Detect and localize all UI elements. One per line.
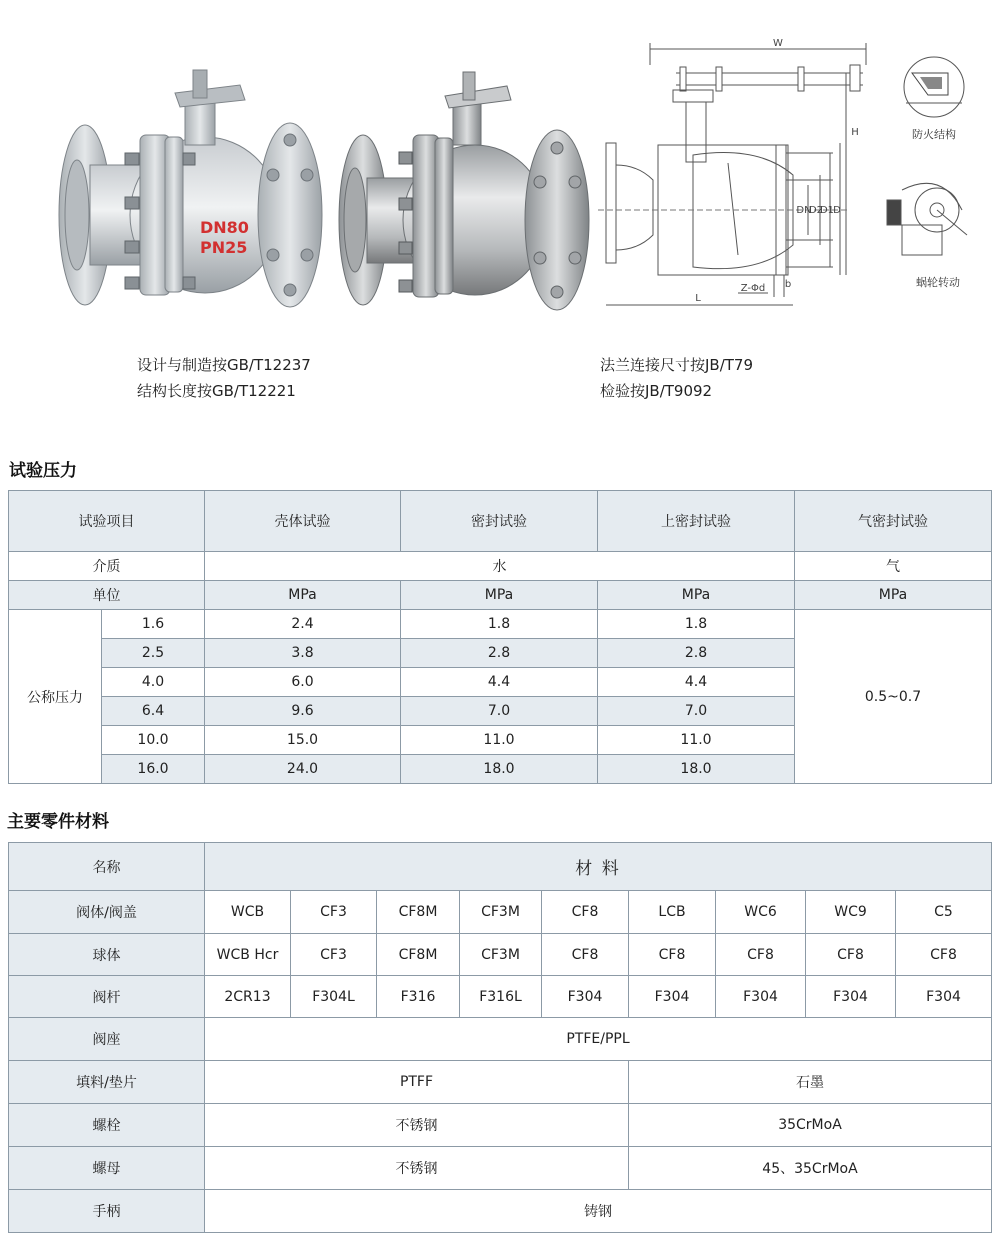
material-cell: CF8 xyxy=(542,934,629,976)
seat-row xyxy=(9,1018,992,1061)
header-gas-seal-test: 气密封试验 xyxy=(795,491,992,552)
material-cell: CF8 xyxy=(629,934,716,976)
body-bonnet-row xyxy=(9,891,992,934)
unit-cell: MPa xyxy=(401,581,598,610)
dim-d1: D1 xyxy=(819,205,835,216)
material-cell: F304L xyxy=(291,976,377,1018)
test-header-row xyxy=(9,491,992,552)
material-cell: CF3M xyxy=(460,934,542,976)
unit-cell: MPa xyxy=(795,581,992,610)
shell-value: 24.0 xyxy=(205,755,401,784)
upper-seal-value: 1.8 xyxy=(598,610,795,639)
nut-value-left: 不锈钢 xyxy=(205,1147,629,1190)
ball-row xyxy=(9,934,992,976)
upper-seal-value: 2.8 xyxy=(598,639,795,668)
spec-flange-standard: 法兰连接尺寸按JB/T79 xyxy=(600,356,754,374)
worm-gear-detail xyxy=(882,170,977,270)
seal-value: 7.0 xyxy=(401,697,598,726)
shell-value: 15.0 xyxy=(205,726,401,755)
stem-row xyxy=(9,976,992,1018)
seal-value: 18.0 xyxy=(401,755,598,784)
dim-zd: Z-Φd xyxy=(740,283,766,294)
fireproof-label: 防火结构 xyxy=(912,128,956,141)
material-cell: CF3 xyxy=(291,891,377,934)
valve-marking-dn: DN80 xyxy=(200,218,249,237)
seal-value: 4.4 xyxy=(401,668,598,697)
material-cell: CF8 xyxy=(806,934,896,976)
stem-label: 阀杆 xyxy=(9,976,205,1018)
material-cell: F304 xyxy=(896,976,992,1018)
handle-row xyxy=(9,1190,992,1233)
nominal-value: 10.0 xyxy=(102,726,205,755)
material-cell: WCB Hcr xyxy=(205,934,291,976)
material-cell: F316 xyxy=(377,976,460,1018)
nut-label: 螺母 xyxy=(9,1147,205,1190)
seat-label: 阀座 xyxy=(9,1018,205,1061)
packing-value-right: 石墨 xyxy=(629,1061,992,1104)
name-header: 名称 xyxy=(9,843,205,891)
medium-gas: 气 xyxy=(795,552,992,581)
seal-value: 1.8 xyxy=(401,610,598,639)
worm-gear-label: 蜗轮转动 xyxy=(916,276,960,289)
header-upper-seal-test: 上密封试验 xyxy=(598,491,795,552)
material-cell: CF8M xyxy=(377,934,460,976)
body-bonnet-label: 阀体/阀盖 xyxy=(9,891,205,934)
packing-label: 填料/垫片 xyxy=(9,1061,205,1104)
medium-label: 介质 xyxy=(9,552,205,581)
material-cell: C5 xyxy=(896,891,992,934)
unit-cell: MPa xyxy=(598,581,795,610)
handle-value: 铸钢 xyxy=(205,1190,992,1233)
material-cell: F304 xyxy=(629,976,716,1018)
pressure-row xyxy=(9,610,992,639)
material-cell: CF3 xyxy=(291,934,377,976)
material-cell: CF8 xyxy=(542,891,629,934)
bolt-value-left: 不锈钢 xyxy=(205,1104,629,1147)
materials-header-row xyxy=(9,843,992,891)
unit-cell: MPa xyxy=(205,581,401,610)
material-cell: CF8M xyxy=(377,891,460,934)
bolt-value-right: 35CrMoA xyxy=(629,1104,992,1147)
dim-dn: DN xyxy=(796,205,812,216)
material-cell: WC6 xyxy=(716,891,806,934)
shell-value: 3.8 xyxy=(205,639,401,668)
painted-ball-valve-image xyxy=(55,65,325,320)
test-pressure-table xyxy=(8,490,992,784)
material-cell: F316L xyxy=(460,976,542,1018)
spec-block-left xyxy=(137,352,311,404)
valve-dimension-drawing xyxy=(598,35,868,310)
nut-value-right: 45、35CrMoA xyxy=(629,1147,992,1190)
stainless-ball-valve-image xyxy=(335,70,590,315)
spec-inspection-standard: 检验按JB/T9092 xyxy=(600,382,713,400)
nominal-value: 1.6 xyxy=(102,610,205,639)
medium-water: 水 xyxy=(205,552,795,581)
medium-row xyxy=(9,552,992,581)
spec-length-standard: 结构长度按GB/T12221 xyxy=(137,382,296,400)
spec-block-right xyxy=(600,352,753,404)
material-cell: CF8 xyxy=(896,934,992,976)
material-cell: 2CR13 xyxy=(205,976,291,1018)
spec-design-standard: 设计与制造按GB/T12237 xyxy=(137,356,311,374)
test-pressure-title: 试验压力 xyxy=(9,461,77,481)
seat-value: PTFE/PPL xyxy=(205,1018,992,1061)
unit-row xyxy=(9,581,992,610)
dim-b: b xyxy=(784,279,792,290)
dim-w: W xyxy=(773,38,783,49)
materials-table xyxy=(8,842,992,1233)
gas-seal-range: 0.5~0.7 xyxy=(795,610,992,784)
material-cell: CF8 xyxy=(716,934,806,976)
seal-value: 2.8 xyxy=(401,639,598,668)
dim-d2: D2 xyxy=(808,205,824,216)
material-cell: CF3M xyxy=(460,891,542,934)
bolt-label: 螺栓 xyxy=(9,1104,205,1147)
upper-seal-value: 7.0 xyxy=(598,697,795,726)
ball-label: 球体 xyxy=(9,934,205,976)
header-shell-test: 壳体试验 xyxy=(205,491,401,552)
dim-l: L xyxy=(695,293,701,304)
shell-value: 6.0 xyxy=(205,668,401,697)
header-test-item: 试验项目 xyxy=(9,491,205,552)
header-seal-test: 密封试验 xyxy=(401,491,598,552)
material-header: 材 料 xyxy=(205,843,992,891)
upper-seal-value: 4.4 xyxy=(598,668,795,697)
material-cell: F304 xyxy=(716,976,806,1018)
nut-row xyxy=(9,1147,992,1190)
shell-value: 2.4 xyxy=(205,610,401,639)
nominal-value: 2.5 xyxy=(102,639,205,668)
packing-row xyxy=(9,1061,992,1104)
bolt-row xyxy=(9,1104,992,1147)
material-cell: LCB xyxy=(629,891,716,934)
nominal-pressure-label: 公称压力 xyxy=(9,610,102,784)
nominal-value: 4.0 xyxy=(102,668,205,697)
nominal-value: 6.4 xyxy=(102,697,205,726)
material-cell: WCB xyxy=(205,891,291,934)
material-cell: WC9 xyxy=(806,891,896,934)
valve-marking-pn: PN25 xyxy=(200,238,248,257)
packing-value-left: PTFF xyxy=(205,1061,629,1104)
handle-label: 手柄 xyxy=(9,1190,205,1233)
material-cell: F304 xyxy=(542,976,629,1018)
unit-label: 单位 xyxy=(9,581,205,610)
dim-h: H xyxy=(851,127,859,138)
seal-value: 11.0 xyxy=(401,726,598,755)
nominal-value: 16.0 xyxy=(102,755,205,784)
shell-value: 9.6 xyxy=(205,697,401,726)
materials-title: 主要零件材料 xyxy=(7,812,109,832)
material-cell: F304 xyxy=(806,976,896,1018)
upper-seal-value: 18.0 xyxy=(598,755,795,784)
dim-d: D xyxy=(833,205,841,216)
fireproof-structure-detail xyxy=(898,55,970,120)
upper-seal-value: 11.0 xyxy=(598,726,795,755)
